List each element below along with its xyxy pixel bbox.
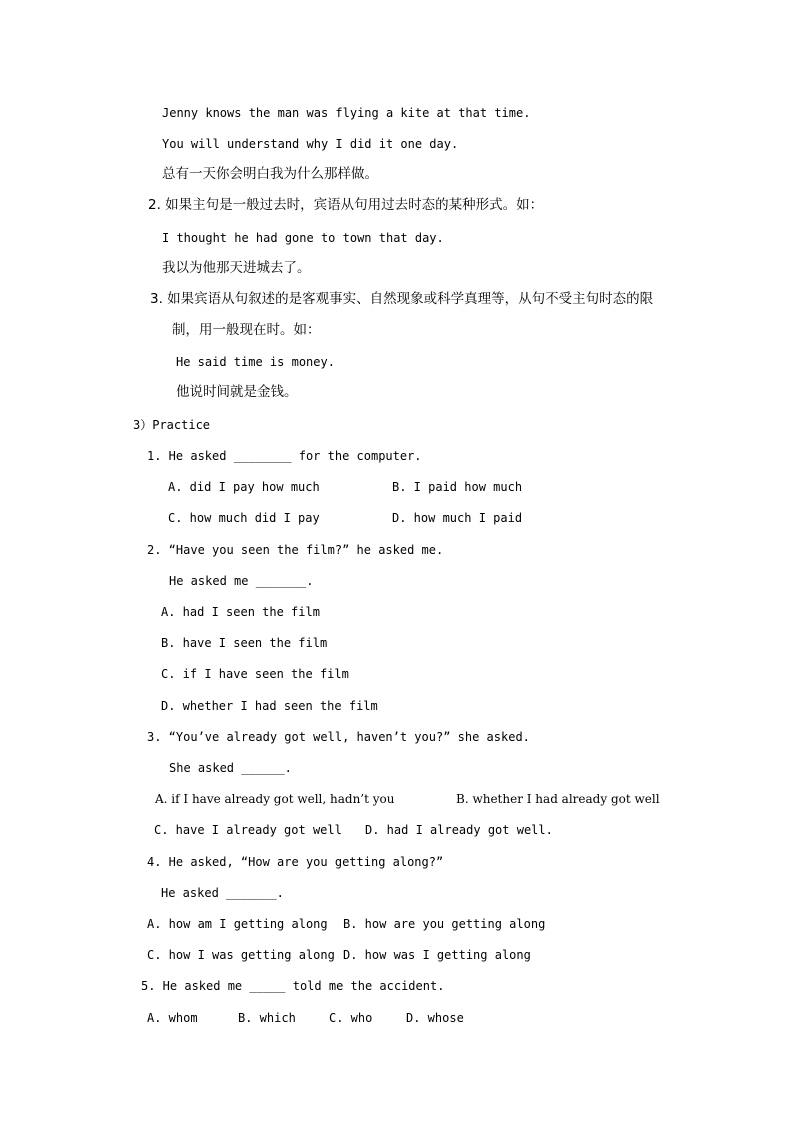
question-2-option-c: C. if I have seen the film	[161, 667, 349, 681]
question-4-prompt: He asked _______.	[161, 886, 284, 900]
question-3-option-b: B. whether I had already got well	[456, 792, 660, 806]
question-3: 3. “You’ve already got well, haven’t you?” she asked.	[147, 730, 530, 744]
question-5-option-c: C. who	[329, 1011, 373, 1025]
example-sentence: You will understand why I did it one day.	[162, 137, 459, 151]
question-4-option-d: D. how was I getting along	[343, 948, 531, 962]
question-3-prompt: She asked ______.	[169, 761, 292, 775]
question-3-option-d: D. had I already got well.	[365, 823, 553, 837]
question-1-option-a: A. did I pay how much	[168, 480, 320, 494]
question-4: 4. He asked, “How are you getting along?”	[147, 855, 444, 869]
question-3-option-a: A. if I have already got well, hadn’t you	[155, 792, 395, 806]
question-5: 5. He asked me _____ told me the accident.	[141, 979, 445, 993]
question-5-option-b: B. which	[238, 1011, 296, 1025]
question-3-option-c: C. have I already got well	[154, 823, 342, 837]
example-translation: 他说时间就是金钱。	[176, 384, 298, 400]
example-sentence: Jenny knows the man was flying a kite at that time.	[162, 106, 531, 120]
question-1: 1. He asked ________ for the computer.	[147, 449, 422, 463]
question-2-option-d: D. whether I had seen the film	[161, 699, 378, 713]
rule-item-3-continued: 制，用一般现在时。如：	[172, 322, 321, 338]
rule-item-3: 3. 如果宾语从句叙述的是客观事实、自然现象或科学真理等，从句不受主句时态的限	[150, 291, 654, 307]
question-4-option-c: C. how I was getting along	[147, 948, 335, 962]
question-5-option-a: A. whom	[147, 1011, 198, 1025]
example-sentence: I thought he had gone to town that day.	[162, 231, 444, 245]
example-sentence: He said time is money.	[176, 355, 335, 369]
question-2-prompt: He asked me _______.	[169, 574, 314, 588]
question-1-option-c: C. how much did I pay	[168, 511, 320, 525]
question-2-option-a: A. had I seen the film	[161, 605, 320, 619]
question-1-option-d: D. how much I paid	[392, 511, 523, 525]
example-translation: 我以为他那天进城去了。	[162, 260, 311, 276]
question-5-option-d: D. whose	[406, 1011, 464, 1025]
example-translation: 总有一天你会明白我为什么那样做。	[162, 166, 378, 182]
question-1-option-b: B. I paid how much	[392, 480, 523, 494]
question-2: 2. “Have you seen the film?” he asked me.	[147, 543, 444, 557]
rule-item-2: 2. 如果主句是一般过去时，宾语从句用过去时态的某种形式。如：	[148, 197, 544, 213]
question-2-option-b: B. have I seen the film	[161, 636, 328, 650]
question-4-option-b: B. how are you getting along	[343, 917, 546, 931]
question-4-option-a: A. how am I getting along	[147, 917, 328, 931]
section-heading-practice: 3）Practice	[133, 418, 211, 432]
